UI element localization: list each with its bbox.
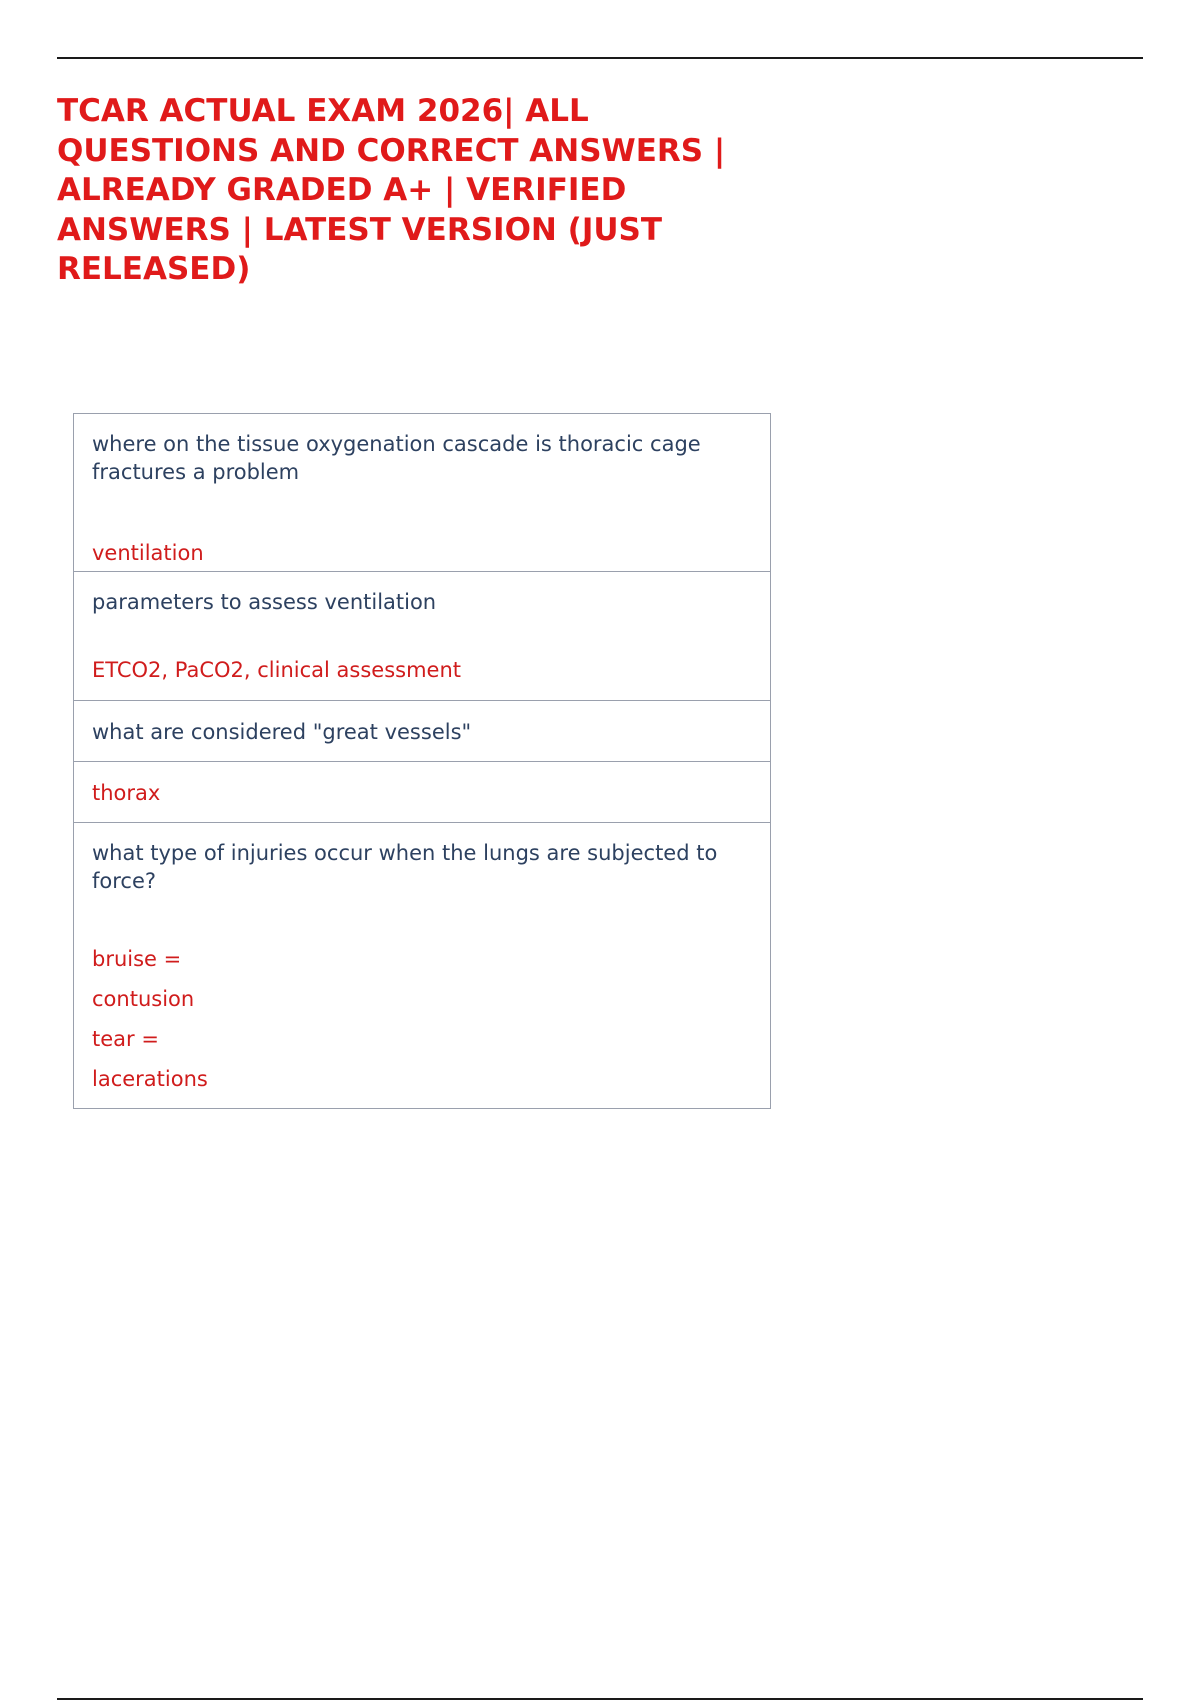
answer-text: ventilation xyxy=(92,541,204,565)
answer-line: contusion xyxy=(92,987,195,1011)
answer-text: ETCO2, PaCO2, clinical assessment xyxy=(92,658,462,682)
answer-line: bruise = xyxy=(92,947,182,971)
flashcard-row xyxy=(74,414,770,571)
flashcard-table xyxy=(73,413,771,1109)
flashcard-row xyxy=(74,571,770,700)
top-rule xyxy=(57,57,1143,59)
answer-line: tear = xyxy=(92,1027,159,1051)
answer-list xyxy=(92,939,208,1099)
question-text: parameters to assess ventilation xyxy=(92,590,437,614)
flashcard-row xyxy=(74,700,770,761)
flashcard-row xyxy=(74,822,770,1108)
question-text: what are considered "great vessels" xyxy=(92,720,472,744)
answer-text: thorax xyxy=(92,781,161,805)
question-text: what type of injuries occur when the lungs are subjected to force? xyxy=(92,841,718,893)
document-title: TCAR ACTUAL EXAM 2026| ALL QUESTIONS AND CORRECT ANSWERS | ALREADY GRADED A+ | VERIFIED ANSWERS | LATEST VERSION (JUST RELEASED) xyxy=(57,93,726,287)
question-text: where on the tissue oxygenation cascade is thoracic cage fractures a problem xyxy=(92,432,701,484)
answer-line: lacerations xyxy=(92,1067,208,1091)
flashcard-row xyxy=(74,761,770,822)
